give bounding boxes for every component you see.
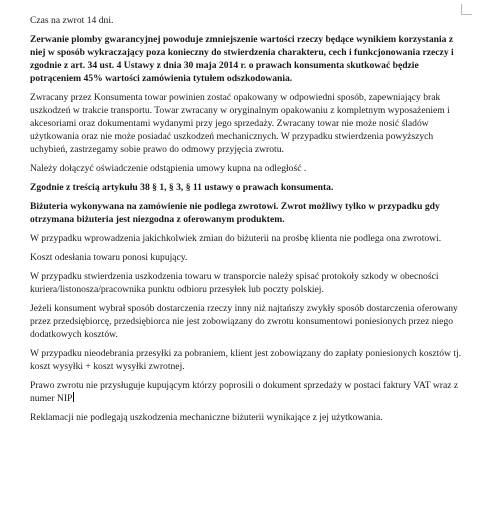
paragraph-delivery-cost: Jeżeli konsument wybrał sposób dostarczenia rzeczy inny niż najtańszy zwykły sposób dostarczenia oferowany przez przedsiębiorcę, przedsiębiorca nie jest zobowiązany do zwrotu konsumentowi poniesionych przez niego dodatkowych kosztów. xyxy=(30,303,458,340)
paragraph-vat-invoice xyxy=(30,379,462,405)
text-cursor xyxy=(73,392,74,402)
paragraph-custom-jewelry: Biżuteria wykonywana na zamówienie nie podlega zwrotowi. Zwrot możliwy tylko w przypadku gdy otrzymana biżuteria jest niezgodna z oferowanym produktem. xyxy=(30,201,440,225)
paragraph-packaging: Zwracany przez Konsumenta towar powinien zostać opakowany w odpowiedni sposób, zapewniający brak uszkodzeń w trakcie transportu. Towar zwracany w oryginalnym opakowaniu z kompletnym wyposażeniem i akcesoriami oraz dokumentami wydanymi przy jego sprzedaży. Zwracany towar nie może nosić śladów użytkowania oraz nie może posiadać uszkodzeń mechanicznych. W przypadku stwierdzenia powyższych uchybień, zastrzegamy sobie prawo do odmowy przyjęcia zwrotu. xyxy=(30,92,450,155)
paragraph-vat-invoice-text: Prawo zwrotu nie przysługuje kupującym którzy poprosili o dokument sprzedaży w postaci faktury VAT wraz z numer NIP xyxy=(30,380,459,404)
paragraph-withdrawal-statement: Należy dołączyć oświadczenie odstąpienia umowy kupna na odległość . xyxy=(30,163,307,174)
paragraph-cod-unclaimed: W przypadku nieodebrania przesyłki za pobraniem, klient jest zobowiązany do zapłaty poniesionych kosztów tj. koszt wysyłki + koszt wysyłki zwrotnej. xyxy=(30,348,462,372)
paragraph-article-reference: Zgodnie z treścią artykułu 38 § 1, § 3, § 11 ustawy o prawach konsumenta. xyxy=(30,182,334,193)
paragraph-warranty-seal: Zerwanie plomby gwarancyjnej powoduje zmniejszenie wartości rzeczy będące wynikiem korzystania z niej w sposób wykraczający poza konieczny do stwierdzenia charakteru, cech i funkcjonowania rzeczy i zgodnie z art. 34 ust. 4 Ustawy z dnia 30 maja 2014 r. o prawach konsumenta skutkować będzie potrąceniem 45% wartości zamówienia tytułem odszkodowania. xyxy=(30,34,454,84)
document-body[interactable] xyxy=(30,14,462,430)
paragraph-return-period: Czas na zwrot 14 dni. xyxy=(30,15,114,26)
paragraph-return-cost: Koszt odesłania towaru ponosi kupujący. xyxy=(30,252,188,263)
paragraph-modified-jewelry: W przypadku wprowadzenia jakichkolwiek zmian do biżuterii na prośbę klienta nie podlega ona zwrotowi. xyxy=(30,233,442,244)
paragraph-transport-damage: W przypadku stwierdzenia uszkodzenia towaru w transporcie należy spisać protokoły szkody w obecności kuriera/listonosza/pracownika punktu odbioru przesyłek lub poczty polskiej. xyxy=(30,271,439,295)
paragraph-mechanical-damage: Reklamacji nie podlegają uszkodzenia mechaniczne biżuterii wynikające z jej użytkowania. xyxy=(30,412,383,423)
page-corner-marker xyxy=(461,4,472,15)
